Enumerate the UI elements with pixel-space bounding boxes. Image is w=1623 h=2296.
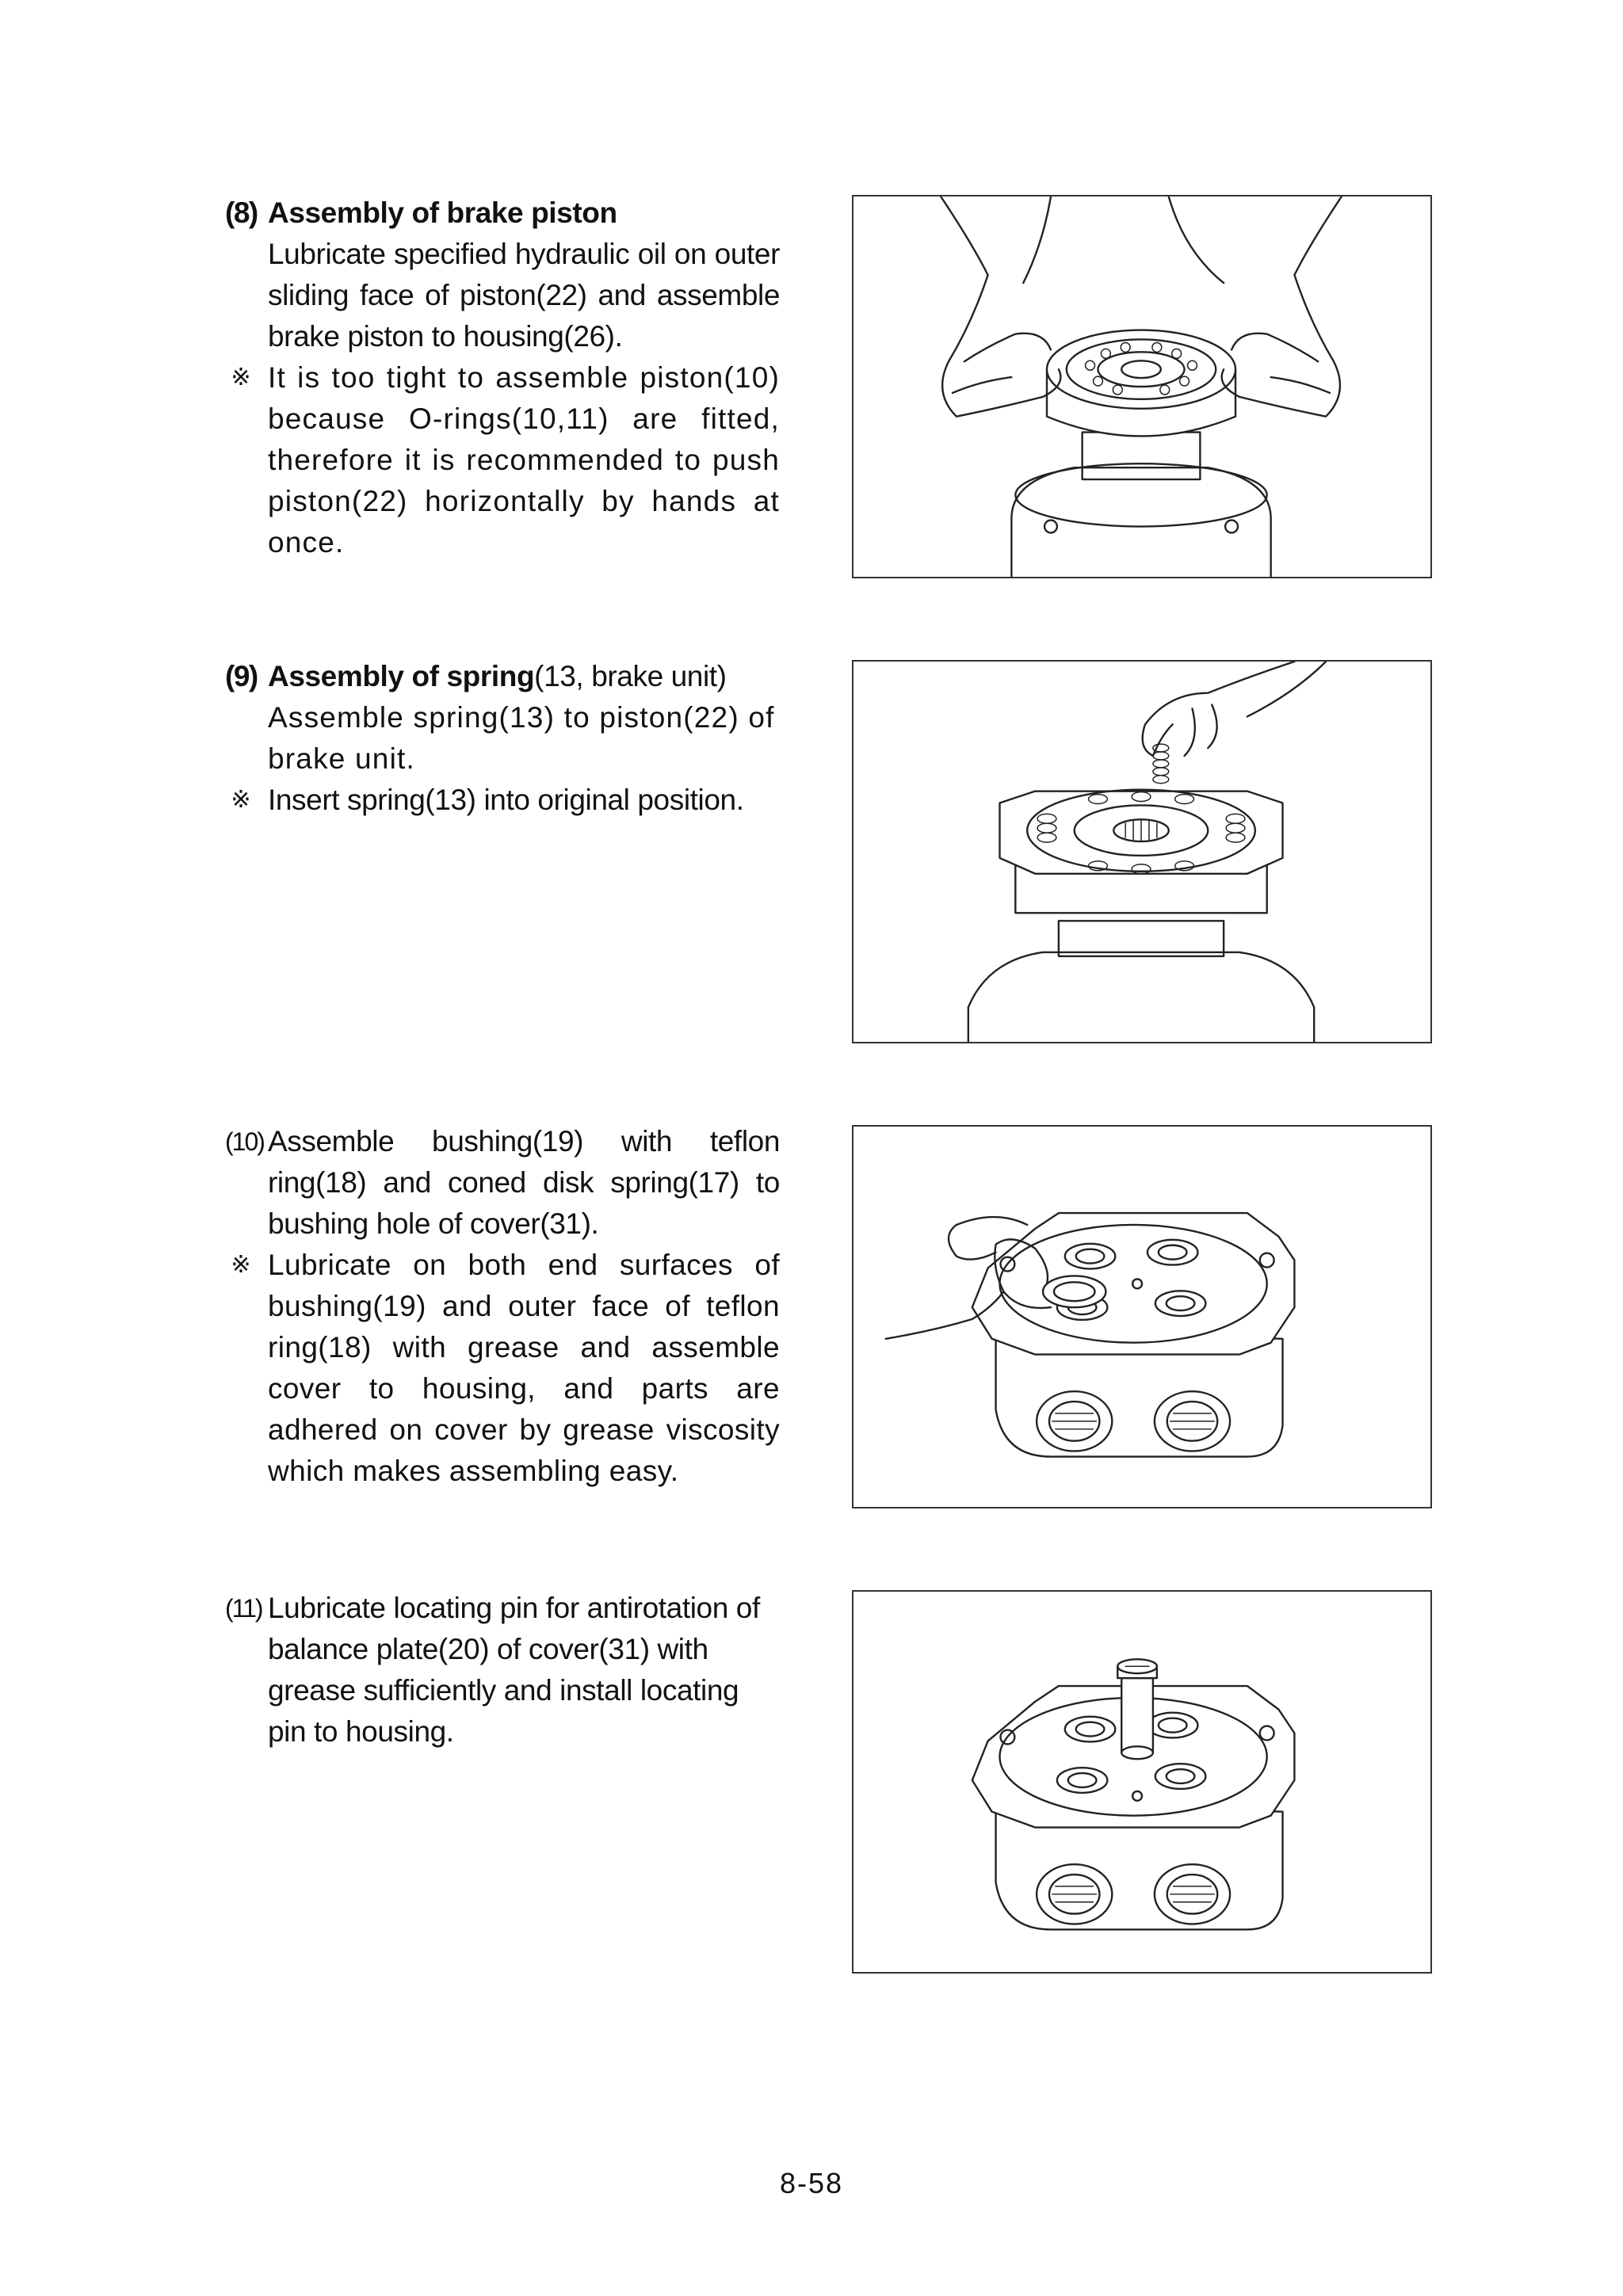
step-8-body <box>268 234 780 357</box>
locating-pin-illustration <box>854 1592 1430 1972</box>
note-mark-icon: ※ <box>231 1251 251 1279</box>
note-mark-icon: ※ <box>231 364 251 391</box>
step-8-heading <box>225 193 780 234</box>
step-number: (8) <box>225 196 258 229</box>
step-heading <box>268 656 780 697</box>
step-9 <box>225 656 780 821</box>
step-10 <box>225 1121 780 1492</box>
step-10-heading <box>225 1121 780 1245</box>
step-11-heading <box>225 1588 780 1753</box>
step-note: Insert spring(13) into original position. <box>268 784 744 816</box>
step-note: Lubricate on both end surfaces of bushing(19) and outer face of teflon ring(18) with grease and assemble cover to housing, and parts are adhered on cover by grease viscosity which makes assembling easy. <box>268 1249 780 1487</box>
step-8 <box>225 193 780 563</box>
step-number: (11) <box>225 1594 262 1623</box>
spring-assembly-illustration <box>854 662 1430 1042</box>
figure-locating-pin <box>852 1590 1432 1974</box>
step-number: (10) <box>225 1127 264 1156</box>
step-body: Lubricate locating pin for antirotation of balance plate(20) of cover(31) with grease sufficiently and install locating pin to housing. <box>268 1592 760 1748</box>
figure-brake-piston <box>852 195 1432 578</box>
step-note: It is too tight to assemble piston(10) because O-rings(10,11) are fitted, therefore it is recommended to push piston(22) horizontally by hands at once. <box>268 361 780 559</box>
step-body: Assemble spring(13) to piston(22) of brake unit. <box>268 701 775 775</box>
step-body: Lubricate specified hydraulic oil on outer sliding face of piston(22) and assemble brake piston to housing(26). <box>268 238 780 353</box>
step-number: (9) <box>225 660 258 692</box>
step-title: Assembly of brake piston <box>268 196 617 229</box>
step-title: Assembly of spring <box>268 660 535 692</box>
step-9-heading <box>225 656 780 697</box>
brake-piston-illustration <box>854 196 1430 577</box>
figure-spring-assembly <box>852 660 1432 1043</box>
bushing-assembly-illustration <box>854 1127 1430 1507</box>
step-body: Assemble bushing(19) with teflon ring(18) and coned disk spring(17) to bushing hole of cover(31). <box>268 1125 780 1240</box>
figure-bushing-assembly <box>852 1125 1432 1508</box>
step-9-body <box>268 697 780 780</box>
step-title-suffix: (13, brake unit) <box>534 660 727 692</box>
step-11 <box>225 1588 780 1753</box>
step-9-note <box>225 780 780 821</box>
step-8-note <box>225 357 780 563</box>
page-number: 8-58 <box>779 2167 844 2199</box>
step-10-note <box>225 1245 780 1492</box>
note-mark-icon: ※ <box>231 786 251 814</box>
